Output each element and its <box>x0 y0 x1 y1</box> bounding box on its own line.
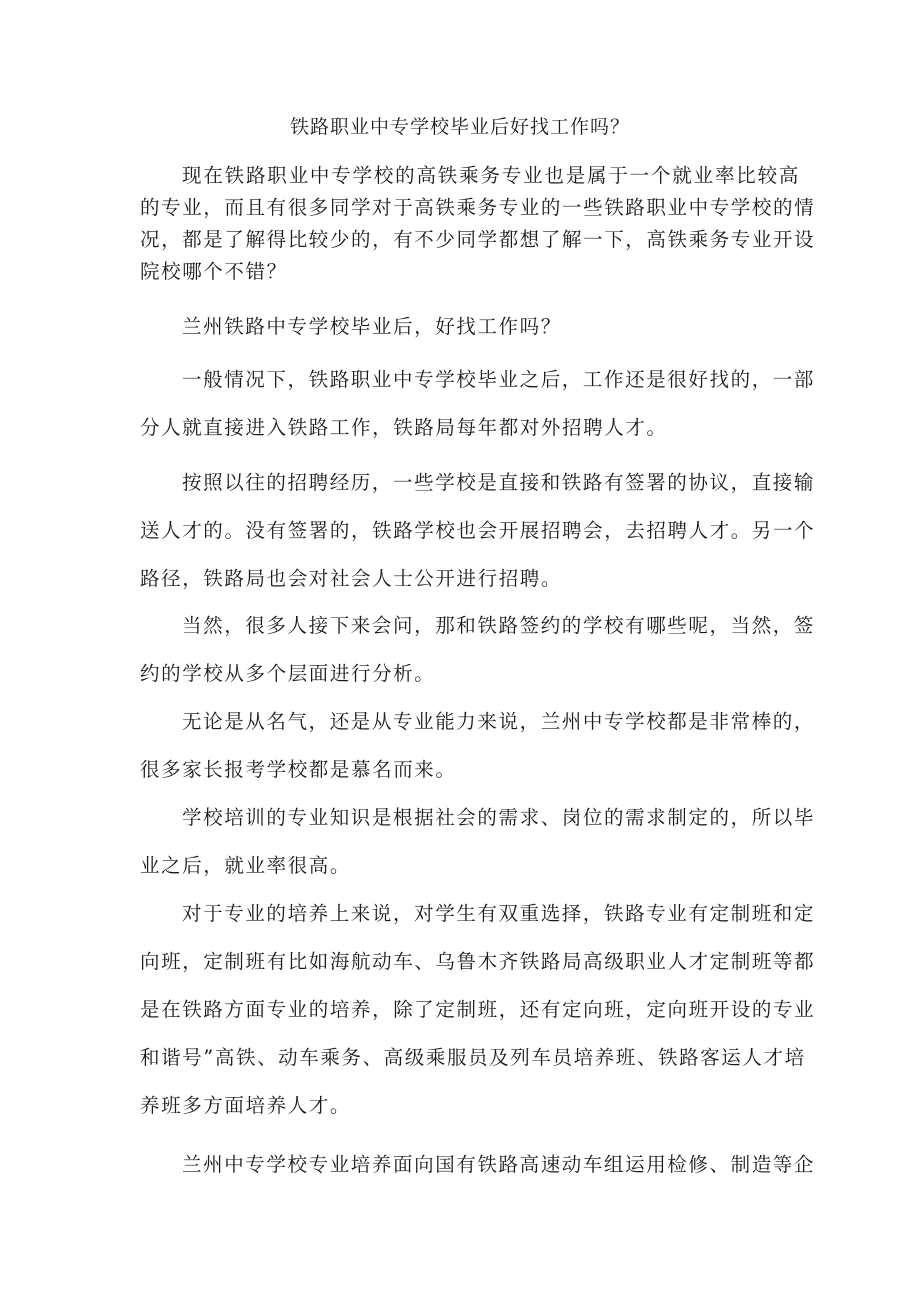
paragraph-line: 况，都是了解得比较少的，有不少同学都想了解一下，高铁乘务专业开设 <box>140 228 816 251</box>
paragraph-line: 学校培训的专业知识是根据社会的需求、岗位的需求制定的，所以毕 <box>182 806 816 829</box>
paragraph-line: 分人就直接进入铁路工作，铁路局每年都对外招聘人才。 <box>140 416 668 439</box>
paragraph-line: 向班，定制班有比如海航动车、乌鲁木齐铁路局高级职业人才定制班等都 <box>140 950 816 973</box>
paragraph-line: 的专业，而且有很多同学对于高铁乘务专业的一些铁路职业中专学校的情 <box>140 196 816 219</box>
paragraph-line: 约的学校从多个层面进行分析。 <box>140 662 436 685</box>
paragraph-line: 一般情况下，铁路职业中专学校毕业之后，工作还是很好找的，一部 <box>182 368 816 391</box>
paragraph-line: 院校哪个不错？ <box>140 260 288 283</box>
paragraph-line: 养班多方面培养人才。 <box>140 1094 352 1117</box>
paragraph-line: 兰州中专学校专业培养面向国有铁路高速动车组运用检修、制造等企 <box>182 1153 816 1176</box>
paragraph-line: 现在铁路职业中专学校的高铁乘务专业也是属于一个就业率比较高 <box>182 164 800 187</box>
paragraph-line: 是在铁路方面专业的培养，除了定制班，还有定向班，定向班开设的专业 <box>140 998 816 1021</box>
paragraph-line: 送人才的。没有签署的，铁路学校也会开展招聘会，去招聘人才。另一个 <box>140 519 816 542</box>
paragraph-line: 对于专业的培养上来说，对学生有双重选择，铁路专业有定制班和定 <box>182 902 816 925</box>
paragraph-line: 兰州铁路中专学校毕业后，好找工作吗？ <box>182 315 562 338</box>
paragraph-line: 业之后，就业率很高。 <box>140 854 352 877</box>
paragraph-line: 按照以往的招聘经历，一些学校是直接和铁路有签署的协议，直接输 <box>182 471 816 494</box>
paragraph-line: 路径，铁路局也会对社会人士公开进行招聘。 <box>140 567 563 590</box>
paragraph-line: 和谐号”高铁、动车乘务、高级乘服员及列车员培养班、铁路客运人才培 <box>140 1046 806 1069</box>
document-title: 铁路职业中专学校毕业后好找工作吗？ <box>289 116 630 138</box>
paragraph-line: 无论是从名气，还是从专业能力来说，兰州中专学校都是非常棒的， <box>182 710 816 733</box>
paragraph-line: 当然，很多人接下来会问，那和铁路签约的学校有哪些呢，当然，签 <box>182 614 816 637</box>
paragraph-line: 很多家长报考学校都是慕名而来。 <box>140 758 457 781</box>
